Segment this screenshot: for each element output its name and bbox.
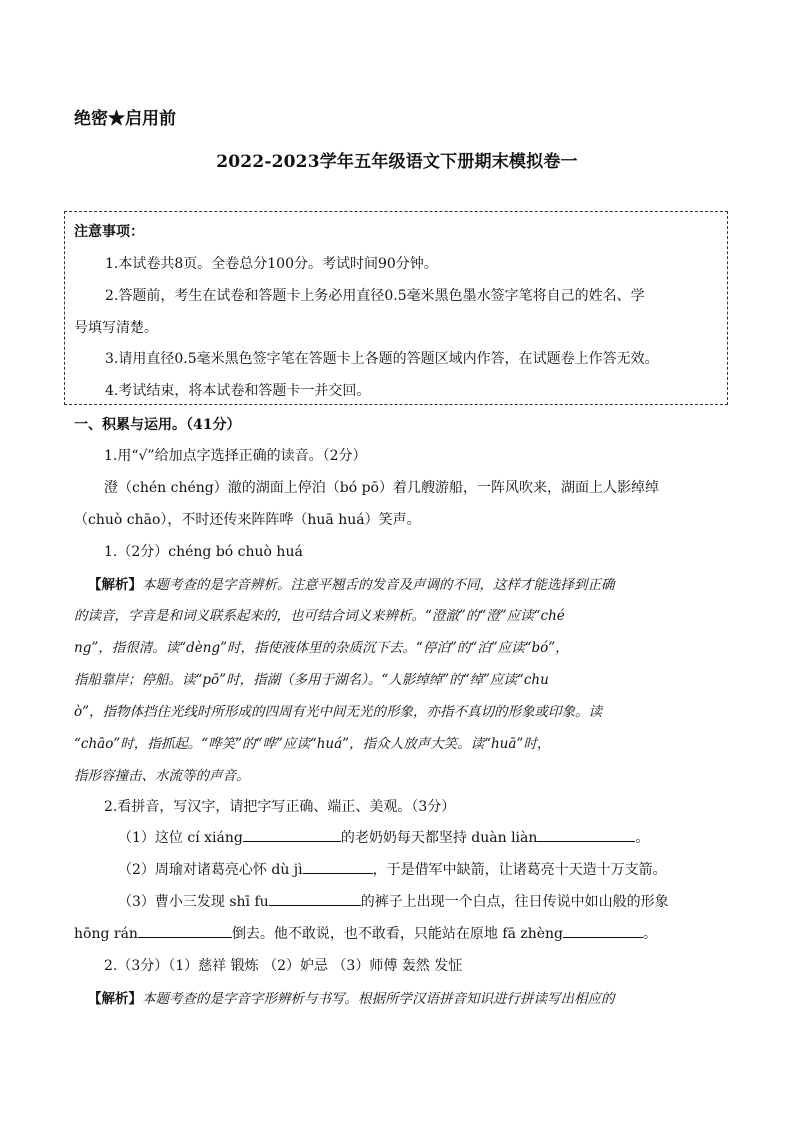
q1-explanation-line1 — [88, 573, 615, 593]
q2-s1-part1: （1）这位 cí xiáng — [118, 830, 243, 846]
q2-s4-part2: 倒去。他不敢说，也不敢看，只能站在原地 fā zhèng — [231, 926, 564, 942]
q1-answer: 1.（2分）chéng bó chuò huá — [104, 544, 303, 560]
q2-prompt: 2.看拼音，写汉字，请把字写正确、端正、美观。（3分） — [104, 799, 456, 815]
q2-s3-part1: （3）曹小三发现 shī fu — [118, 894, 269, 910]
q2-answer: 2.（3分）（1）慈祥 锻炼 （2）妒忌 （3）师傅 轰然 发怔 — [104, 958, 463, 974]
section-heading: 一、积累与运用。（41分） — [74, 417, 241, 433]
q2-sentence-1 — [118, 827, 649, 847]
q1-text-line1: 澄（chén chéng）澈的湖面上停泊（bó pō）着几艘游船，一阵风吹来，湖面上人影绰绰 — [104, 480, 659, 496]
confidential-mark: 绝密★启用前 — [74, 109, 176, 129]
q1-explanation-line4: 指船靠岸；停船。读“pō”时，指湖（多用于湖名）。“人影绰绰”的“绰”应读“chu — [74, 672, 549, 688]
answer-blank[interactable] — [537, 829, 635, 842]
answer-blank[interactable] — [138, 925, 232, 938]
notice-item-2-cont: 号填写清楚。 — [74, 320, 158, 336]
answer-blank[interactable] — [243, 829, 341, 842]
notice-item-4: 4.考试结束，将本试卷和答题卡一并交回。 — [105, 383, 371, 399]
q2-sentence-3-cont — [74, 923, 657, 943]
q2-sentence-3 — [118, 891, 669, 911]
notice-item-3: 3.请用直径0.5毫米黑色签字笔在答题卡上各题的答题区域内作答，在试题卷上作答无效。 — [105, 351, 659, 367]
q1-explanation-line5: ò”，指物体挡住光线时所形成的四周有光中间无光的形象，亦指不真切的形象或印象。读 — [74, 704, 603, 720]
q2-s1-part2: 的老奶奶每天都坚持 duàn liàn — [340, 830, 538, 846]
q1-explanation-line7: 指形容撞击、水流等的声音。 — [74, 768, 250, 784]
notice-heading: 注意事项： — [74, 224, 144, 240]
q2-explanation-line1 — [88, 987, 615, 1007]
notice-item-2: 2.答题前，考生在试卷和答题卡上务必用直径0.5毫米黑色墨水签字笔将自己的姓名、学 — [105, 288, 645, 304]
answer-blank[interactable] — [269, 893, 361, 906]
q2-s4-part3: 。 — [643, 926, 658, 942]
q2-s2-part2: ，于是借军中缺箭，让诸葛亮十天造十万支箭。 — [372, 862, 667, 878]
explanation-text: 本题考查的是字音辨析。注意平翘舌的发音及声调的不同，这样才能选择到正确 — [142, 577, 615, 593]
answer-blank[interactable] — [303, 861, 373, 874]
q1-text-line2: （chuò chāo），不时还传来阵阵哗（huā huá）笑声。 — [74, 512, 421, 528]
q1-explanation-line2: 的读音，字音是和词义联系起来的，也可结合词义来辨析。“澄澈”的“澄”应读“ché — [74, 608, 565, 624]
q1-explanation-line6: “chāo”时，指抓起。“哗笑”的“哗”应读“huá”，指众人放声大笑。读“huā”时， — [74, 736, 551, 752]
q1-prompt: 1.用“√”给加点字选择正确的读音。（2分） — [104, 448, 367, 464]
notice-item-1: 1.本试卷共8页。全卷总分100分。考试时间90分钟。 — [105, 256, 438, 272]
explanation-text: 本题考查的是字音字形辨析与书写。根据所学汉语拼音知识进行拼读写出相应的 — [142, 991, 615, 1007]
q2-sentence-2 — [118, 859, 667, 879]
q2-s1-part3: 。 — [635, 830, 650, 846]
q2-s3-part2: 的裤子上出现一个白点，往日传说中如山般的形象 — [360, 894, 669, 910]
notice-box — [64, 211, 728, 405]
explanation-label: 【解析】 — [88, 577, 142, 593]
q2-s4-part1: hōng rán — [74, 926, 138, 942]
page-title: 2022-2023学年五年级语文下册期末模拟卷一 — [216, 152, 578, 172]
q2-s2-part1: （2）周瑜对诸葛亮心怀 dù jì — [118, 862, 303, 878]
answer-blank[interactable] — [563, 925, 643, 938]
explanation-label: 【解析】 — [88, 991, 142, 1007]
q1-explanation-line3: ng”，指很清。读“dèng”时，指使液体里的杂质沉下去。“停泊”的“泊”应读“bó”， — [74, 640, 569, 656]
